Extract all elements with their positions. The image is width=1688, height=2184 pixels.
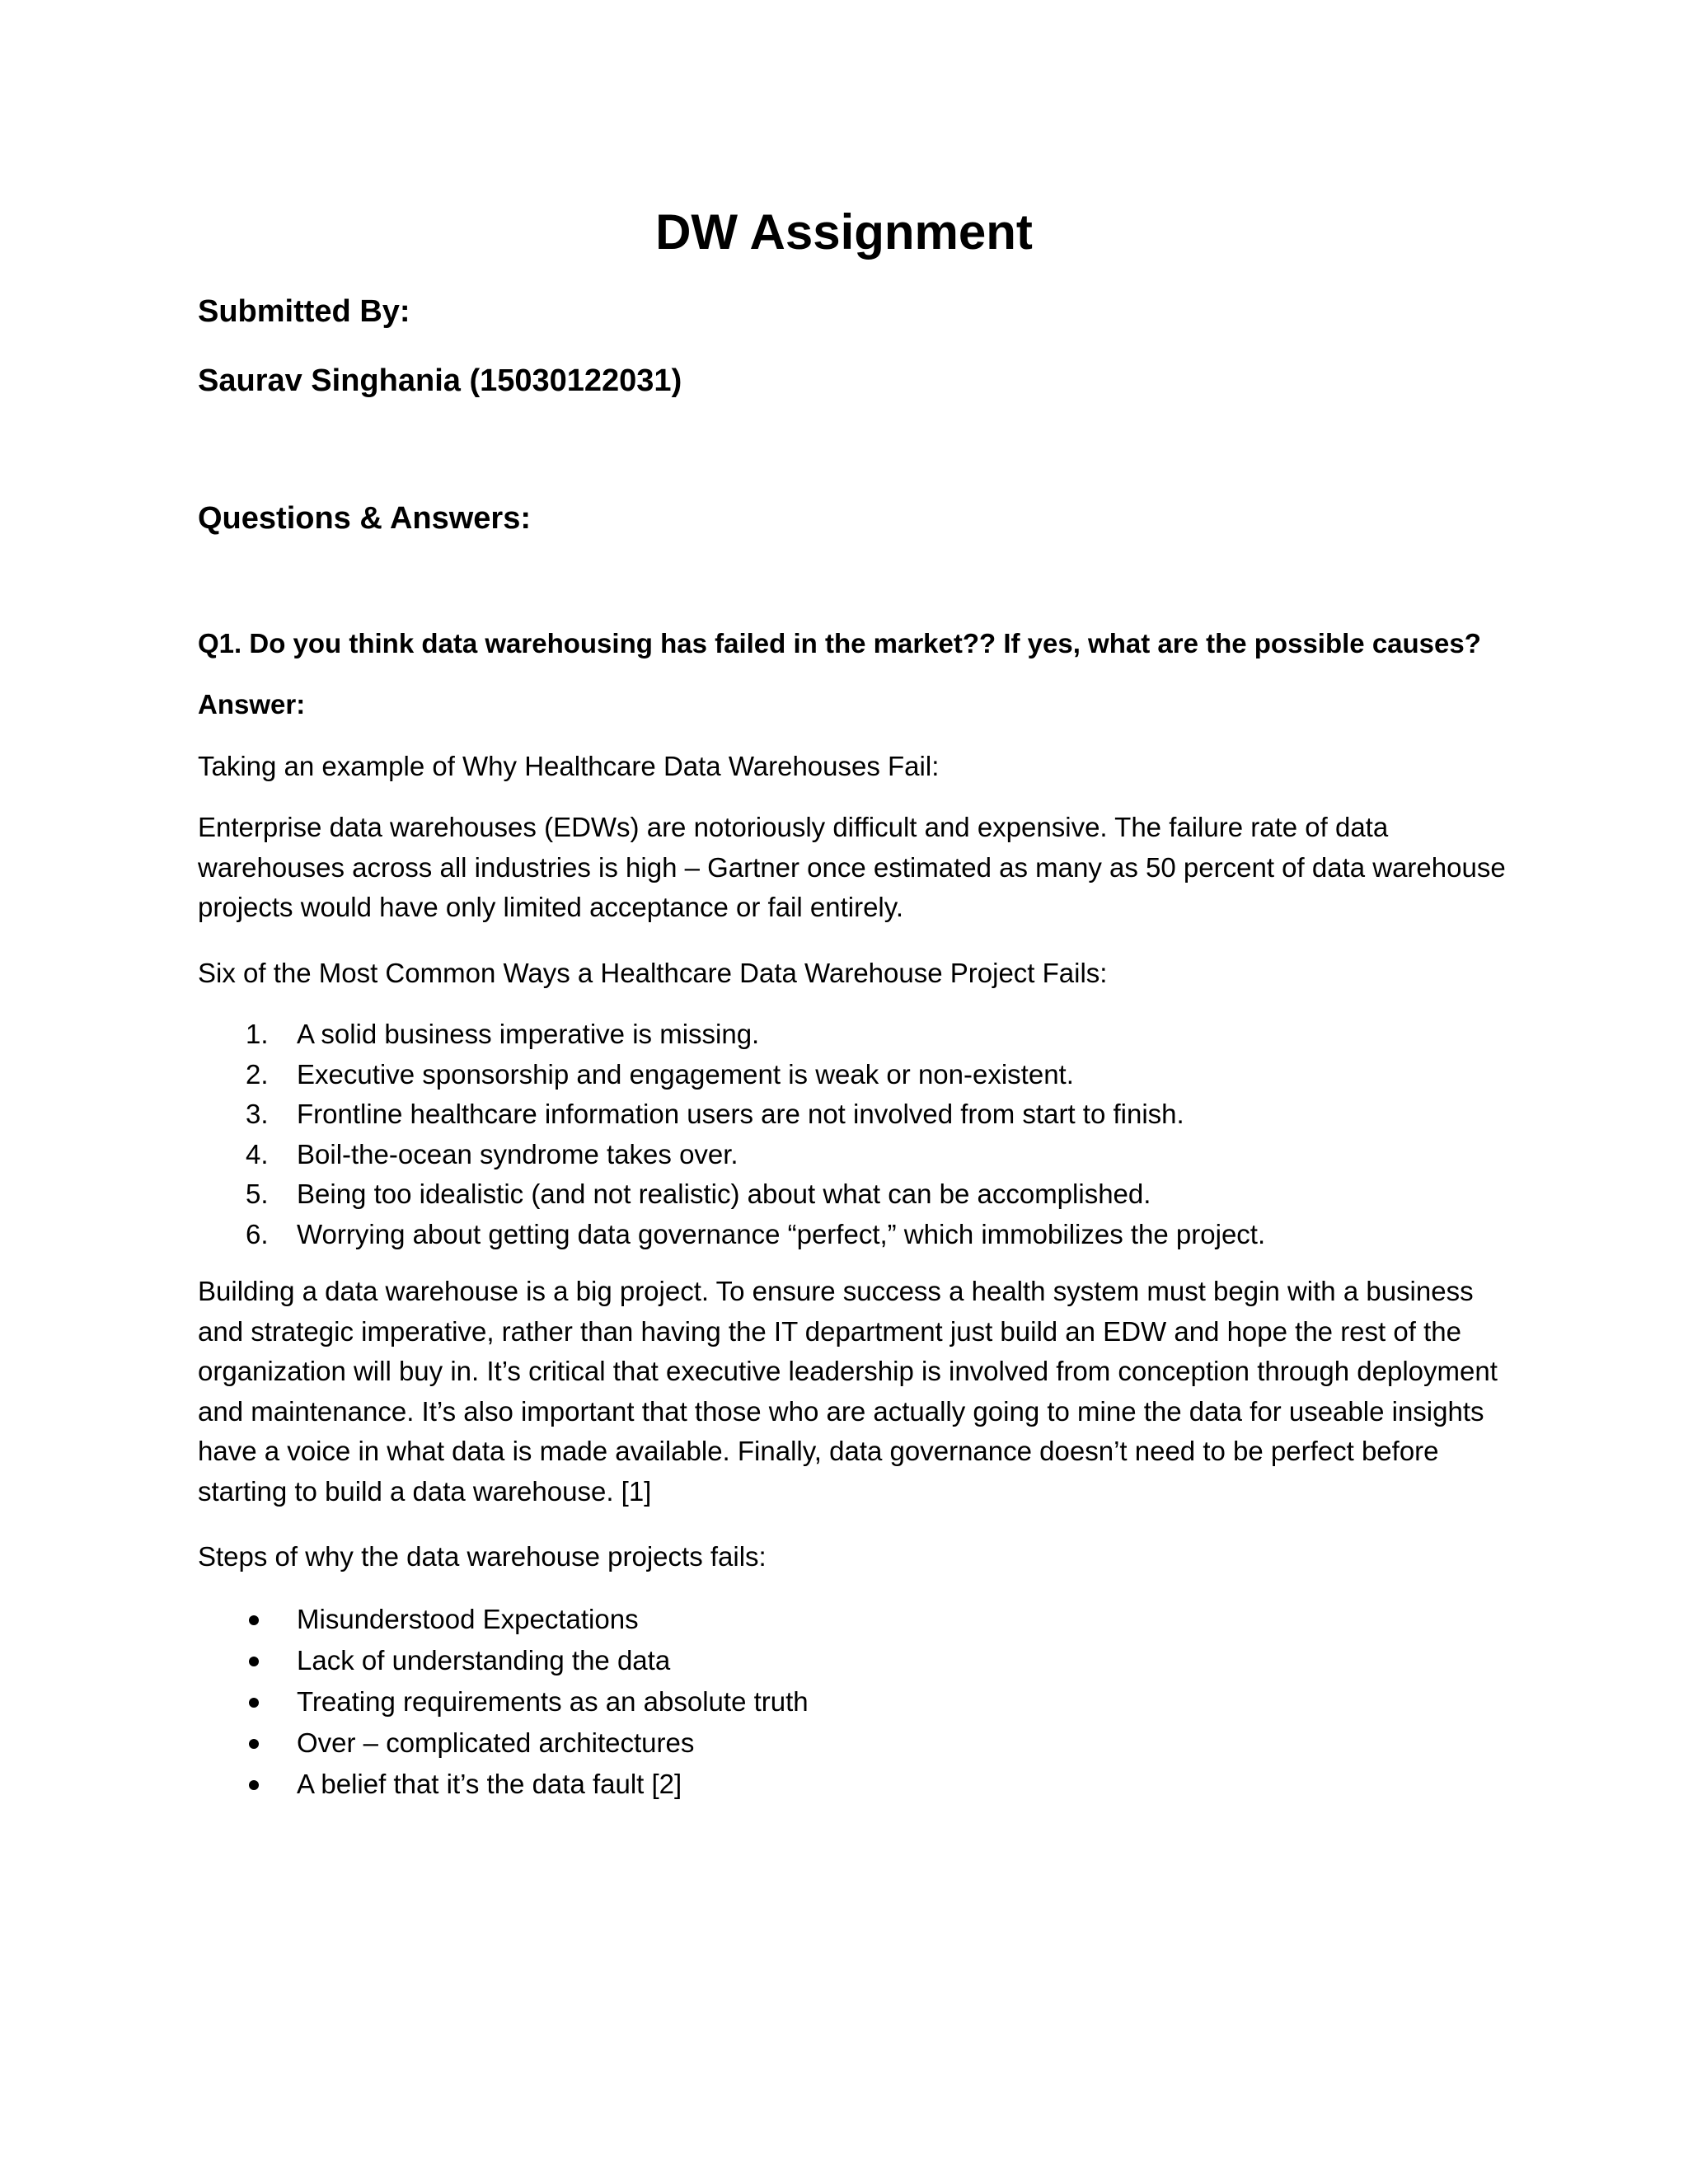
author-name: Saurav Singhania (15030122031) <box>198 363 682 398</box>
qa-heading: Questions & Answers: <box>198 501 532 536</box>
steps-intro: Steps of why the data warehouse projects fails: <box>198 1541 767 1572</box>
list-item <box>198 1640 809 1681</box>
paragraph-building-warehouse: Building a data warehouse is a big project. To ensure success a health system must begin with a business and strategic imperative, rather than having the IT department just build an EDW and hope the rest of the organization will buy in. It’s critical that executive leadership is involved from conception through deployment and maintenance. It’s also important that those who are actually going to mine the data for useable insights have a voice in what data is made available. Finally, data governance doesn’t need to be perfect before starting to build a data warehouse. [1] <box>198 1276 1498 1507</box>
list-number: 6. <box>246 1218 269 1249</box>
list-number: 5. <box>246 1179 269 1210</box>
list-number: 4. <box>246 1138 269 1169</box>
bullet-icon <box>249 1615 259 1625</box>
list-item-text: Frontline healthcare information users are not involved from start to finish. <box>297 1099 1184 1130</box>
list-item-text: Over – complicated architectures <box>297 1727 695 1758</box>
list-item <box>198 1015 1265 1055</box>
list-item-text: Executive sponsorship and engagement is weak or non-existent. <box>297 1058 1074 1090</box>
steps-list <box>198 1599 809 1805</box>
list-item <box>198 1174 1265 1215</box>
document-title: DW Assignment <box>655 204 1033 260</box>
list-item-text: Lack of understanding the data <box>297 1645 671 1675</box>
submitted-by-label: Submitted By: <box>198 294 410 329</box>
list-item <box>198 1764 809 1805</box>
bullet-icon <box>249 1657 259 1666</box>
paragraph-failure-rate: Enterprise data warehouses (EDWs) are notoriously difficult and expensive. The failure rate of data warehouses across all industries is high – Gartner once estimated as many as 50 percent of data warehouse projects would have only limited acceptance or fail entirely. <box>198 812 1506 923</box>
bullet-icon <box>249 1698 259 1708</box>
list-item-text: Boil-the-ocean syndrome takes over. <box>297 1138 738 1169</box>
list-item <box>198 1599 809 1640</box>
answer-label: Answer: <box>198 689 306 719</box>
list-item-text: Being too idealistic (and not realistic) about what can be accomplished. <box>297 1179 1151 1210</box>
bullet-icon <box>249 1780 259 1790</box>
bullet-icon <box>249 1739 259 1749</box>
six-ways-intro: Six of the Most Common Ways a Healthcare Data Warehouse Project Fails: <box>198 958 1108 988</box>
list-item <box>198 1722 809 1764</box>
list-item-text: Worrying about getting data governance “perfect,” which immobilizes the project. <box>297 1218 1266 1249</box>
list-item <box>198 1094 1265 1135</box>
list-item <box>198 1681 809 1722</box>
question-text: Q1. Do you think data warehousing has failed in the market?? If yes, what are the possible causes? <box>198 628 1481 658</box>
list-item-text: A solid business imperative is missing. <box>297 1019 760 1049</box>
list-item-text: Treating requirements as an absolute truth <box>297 1686 809 1717</box>
list-number: 3. <box>246 1099 269 1130</box>
list-item-text: A belief that it’s the data fault [2] <box>297 1769 682 1799</box>
list-item <box>198 1135 1265 1175</box>
list-number: 1. <box>246 1019 269 1049</box>
six-ways-list <box>198 1015 1265 1255</box>
list-number: 2. <box>246 1058 269 1090</box>
list-item <box>198 1215 1265 1255</box>
intro-text: Taking an example of Why Healthcare Data Warehouses Fail: <box>198 751 940 781</box>
list-item <box>198 1055 1265 1095</box>
list-item-text: Misunderstood Expectations <box>297 1604 639 1634</box>
